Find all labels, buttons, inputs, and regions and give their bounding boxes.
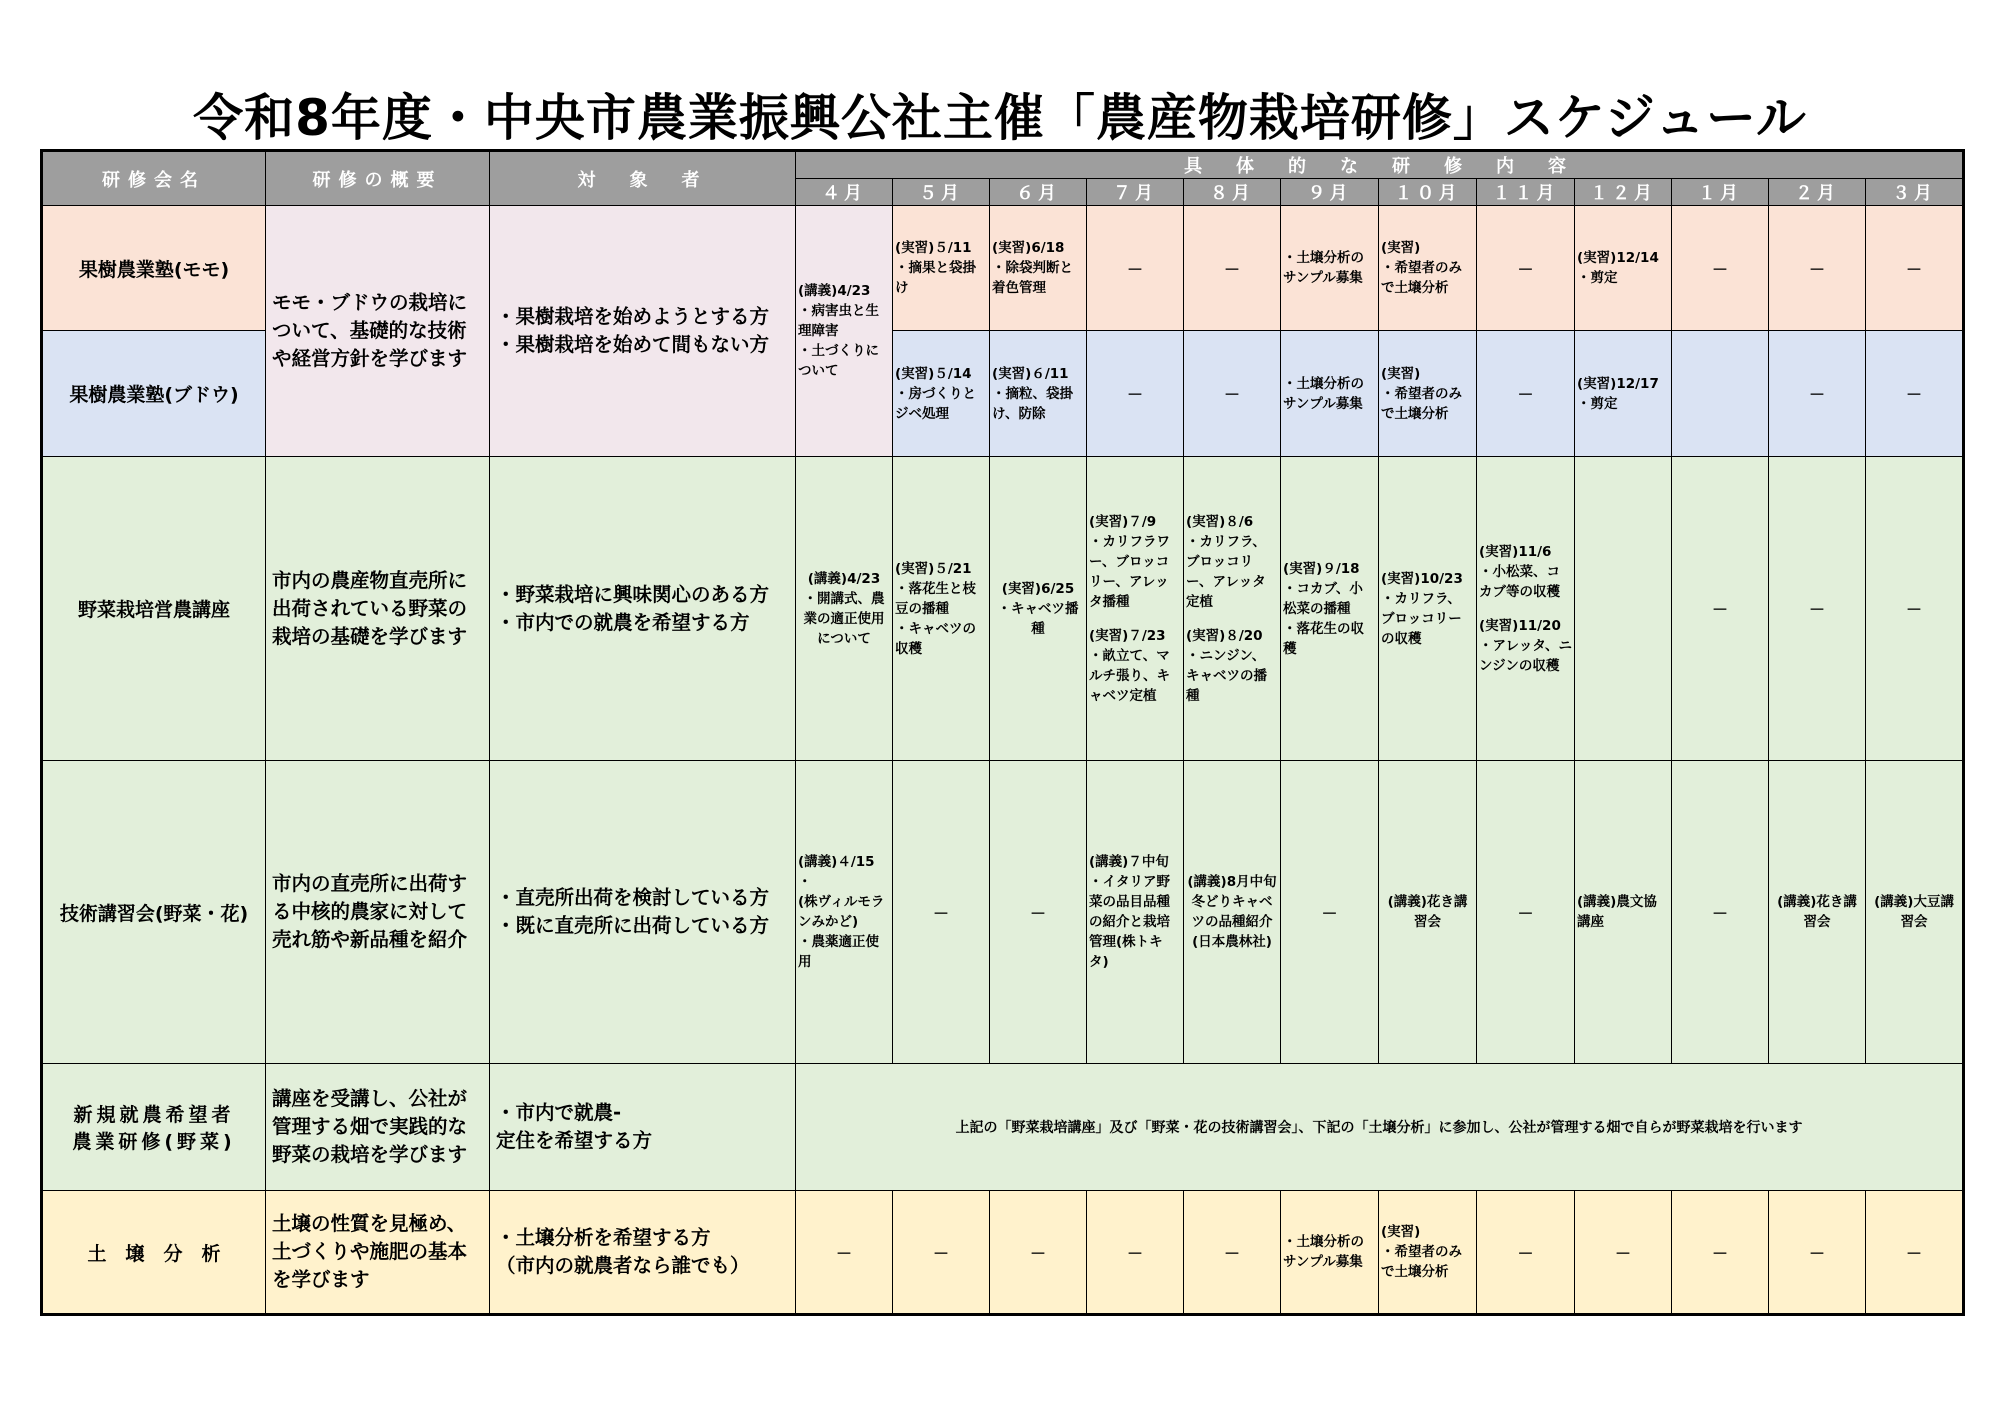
vegetable-jul-cell: [1087, 457, 1184, 761]
soil-nov-cell: －: [1477, 1191, 1575, 1315]
month-header: ７月: [1087, 179, 1184, 206]
course-name-budou: 果樹農業塾(ブドウ): [42, 331, 266, 457]
page-title: 令和8年度・中央市農業振興公社主催「農産物栽培研修」スケジュール: [193, 89, 1807, 147]
soil-apr-cell: －: [796, 1191, 893, 1315]
technical-sep-cell: －: [1281, 761, 1379, 1064]
vegetable-oct-cell: (実習)10/23 ・カリフラ、ブロッコリーの収穫: [1379, 457, 1477, 761]
fruit-target-line-2: ・果樹栽培を始めて間もない方: [496, 333, 770, 356]
technical-apr-cell: (講義)４/15 ・ (株ヴィルモランみかど) ・農薬適正使用: [796, 761, 893, 1064]
month-header: ５月: [893, 179, 990, 206]
vegetable-mar-cell: －: [1866, 457, 1964, 761]
month-header: ４月: [796, 179, 893, 206]
technical-target: [490, 761, 796, 1064]
table-row-soil: [42, 1191, 1964, 1315]
technical-mar-cell: (講義)大豆講習会: [1866, 761, 1964, 1064]
month-header: ８月: [1184, 179, 1281, 206]
soil-jul-cell: －: [1087, 1191, 1184, 1315]
vegetable-jan-cell: －: [1672, 457, 1769, 761]
table-row-newfarmer: [42, 1064, 1964, 1191]
course-name-vegetable: 野菜栽培営農講座: [42, 457, 266, 761]
header-summary: 研修の概要: [266, 151, 490, 206]
vegetable-aug-cell: [1184, 457, 1281, 761]
soil-jan-cell: －: [1672, 1191, 1769, 1315]
header-target: 対 象 者: [490, 151, 796, 206]
technical-aug-cell: (講義)8月中旬冬どりキャベツの品種紹介(日本農林社): [1184, 761, 1281, 1064]
budou-oct-cell: (実習) ・希望者のみで土壌分析: [1379, 331, 1477, 457]
vegetable-target-line-2: ・市内での就農を希望する方: [496, 610, 750, 634]
soil-jun-cell: －: [990, 1191, 1087, 1315]
technical-dec-cell: (講義)農文協講座: [1575, 761, 1672, 1064]
month-header: ２月: [1769, 179, 1866, 206]
momo-aug-cell: －: [1184, 206, 1281, 331]
newfarmer-target-line-1: ・市内で就農-: [496, 1101, 622, 1124]
vegetable-aug-event-1: (実習)８/6 ・カリフラ、ブロッコリー、アレッタ定植: [1186, 513, 1266, 610]
vegetable-jul-event-2: (実習)７/23 ・畝立て、マルチ張り、キャベツ定植: [1089, 627, 1170, 704]
header-course-name: 研修会名: [42, 151, 266, 206]
month-header: １０月: [1379, 179, 1477, 206]
momo-dec-cell: (実習)12/14 ・剪定: [1575, 206, 1672, 331]
soil-dec-cell: －: [1575, 1191, 1672, 1315]
soil-feb-cell: －: [1769, 1191, 1866, 1315]
fruit-target-line-1: ・果樹栽培を始めようとする方: [496, 305, 770, 328]
budou-feb-cell: －: [1769, 331, 1866, 457]
budou-jul-cell: －: [1087, 331, 1184, 457]
momo-jun-cell: (実習)6/18 ・除袋判断と着色管理: [990, 206, 1087, 331]
budou-dec-cell: (実習)12/17 ・剪定: [1575, 331, 1672, 457]
soil-may-cell: －: [893, 1191, 990, 1315]
table-row-vegetable: [42, 457, 1964, 761]
month-header: ９月: [1281, 179, 1379, 206]
technical-may-cell: －: [893, 761, 990, 1064]
soil-oct-cell: (実習) ・希望者のみで土壌分析: [1379, 1191, 1477, 1315]
technical-target-line-2: ・既に直売所に出荷している方: [496, 914, 770, 937]
table-row-fruit-momo: [42, 206, 1964, 331]
vegetable-feb-cell: －: [1769, 457, 1866, 761]
vegetable-sep-cell: (実習)９/18 ・コカブ、小松菜の播種 ・落花生の収穫: [1281, 457, 1379, 761]
momo-feb-cell: －: [1769, 206, 1866, 331]
momo-may-cell: (実習)５/11 ・摘果と袋掛け: [893, 206, 990, 331]
budou-sep-cell: ・土壌分析のサンプル募集: [1281, 331, 1379, 457]
month-header: １２月: [1575, 179, 1672, 206]
newfarmer-summary: 講座を受講し、公社が管理する畑で実践的な野菜の栽培を学びます: [266, 1064, 490, 1191]
budou-aug-cell: －: [1184, 331, 1281, 457]
technical-feb-cell: (講義)花き講習会: [1769, 761, 1866, 1064]
soil-target-line-1: ・土壌分析を希望する方: [496, 1226, 711, 1249]
vegetable-nov-event-1: (実習)11/6 ・小松菜、コカブ等の収穫: [1479, 543, 1560, 600]
budou-jan-cell: [1672, 331, 1769, 457]
course-name-technical: 技術講習会(野菜・花): [42, 761, 266, 1064]
month-header: ６月: [990, 179, 1087, 206]
fruit-summary: モモ・ブドウの栽培について、基礎的な技術や経営方針を学びます: [266, 206, 490, 457]
soil-mar-cell: －: [1866, 1191, 1964, 1315]
soil-sep-cell: ・土壌分析のサンプル募集: [1281, 1191, 1379, 1315]
momo-jan-cell: －: [1672, 206, 1769, 331]
technical-jun-cell: －: [990, 761, 1087, 1064]
course-name-newfarmer: [42, 1064, 266, 1191]
technical-summary: 市内の直売所に出荷する中核的農家に対して売れ筋や新品種を紹介: [266, 761, 490, 1064]
vegetable-nov-cell: [1477, 457, 1575, 761]
month-header: １１月: [1477, 179, 1575, 206]
newfarmer-name-line-2: 農業研修(野菜): [72, 1131, 236, 1153]
momo-oct-cell: (実習) ・希望者のみで土壌分析: [1379, 206, 1477, 331]
soil-summary: 土壌の性質を見極め、土づくりや施肥の基本を学びます: [266, 1191, 490, 1315]
momo-jul-cell: －: [1087, 206, 1184, 331]
vegetable-nov-event-2: (実習)11/20 ・アレッタ、ニンジンの収穫: [1479, 617, 1573, 674]
vegetable-jul-event-1: (実習)７/9 ・カリフラワー、ブロッコリー、アレッタ播種: [1089, 513, 1170, 610]
fruit-april-cell: (講義)4/23 ・病害虫と生理障害 ・土づくりについて: [796, 206, 893, 457]
course-name-soil: 土 壌 分 析: [42, 1191, 266, 1315]
technical-oct-cell: (講義)花き講習会: [1379, 761, 1477, 1064]
budou-may-cell: (実習)５/14 ・房づくりとジベ処理: [893, 331, 990, 457]
momo-nov-cell: －: [1477, 206, 1575, 331]
vegetable-apr-cell: (講義)4/23 ・開講式、農業の適正使用について: [796, 457, 893, 761]
course-name-momo: 果樹農業塾(モモ): [42, 206, 266, 331]
newfarmer-target: [490, 1064, 796, 1191]
vegetable-target-line-1: ・野菜栽培に興味関心のある方: [496, 582, 770, 606]
technical-target-line-1: ・直売所出荷を検討している方: [496, 886, 770, 909]
newfarmer-name-line-1: 新規就農希望者: [73, 1104, 235, 1126]
newfarmer-note: 上記の「野菜栽培講座」及び「野菜・花の技術講習会」、下記の「土壌分析」に参加し、公社が管理する畑で自らが野菜栽培を行います: [796, 1064, 1964, 1191]
budou-mar-cell: －: [1866, 331, 1964, 457]
vegetable-summary: 市内の農産物直売所に出荷されている野菜の栽培の基礎を学びます: [266, 457, 490, 761]
soil-target: [490, 1191, 796, 1315]
schedule-table: [40, 149, 1965, 1316]
vegetable-target: [490, 457, 796, 761]
technical-jan-cell: －: [1672, 761, 1769, 1064]
fruit-target: [490, 206, 796, 457]
budou-jun-cell: (実習)６/11 ・摘粒、袋掛け、防除: [990, 331, 1087, 457]
newfarmer-target-line-2: 定住を希望する方: [496, 1129, 653, 1152]
technical-nov-cell: －: [1477, 761, 1575, 1064]
month-header: ３月: [1866, 179, 1964, 206]
vegetable-aug-event-2: (実習)８/20 ・ニンジン、キャベツの播種: [1186, 627, 1267, 704]
technical-jul-cell: (講義)７中旬 ・イタリア野菜の品目品種の紹介と栽培管理(株トキタ): [1087, 761, 1184, 1064]
vegetable-dec-cell: [1575, 457, 1672, 761]
header-row: [42, 151, 1964, 179]
soil-target-line-2: （市内の就農者なら誰でも）: [496, 1254, 750, 1277]
month-header: １月: [1672, 179, 1769, 206]
soil-aug-cell: －: [1184, 1191, 1281, 1315]
vegetable-jun-cell: (実習)6/25 ・キャベツ播種: [990, 457, 1087, 761]
momo-sep-cell: ・土壌分析のサンプル募集: [1281, 206, 1379, 331]
table-row-technical: [42, 761, 1964, 1064]
vegetable-may-cell: (実習)５/21 ・落花生と枝豆の播種 ・キャベツの収穫: [893, 457, 990, 761]
budou-nov-cell: －: [1477, 331, 1575, 457]
header-content: 具 体 的 な 研 修 内 容: [796, 151, 1964, 179]
momo-mar-cell: －: [1866, 206, 1964, 331]
